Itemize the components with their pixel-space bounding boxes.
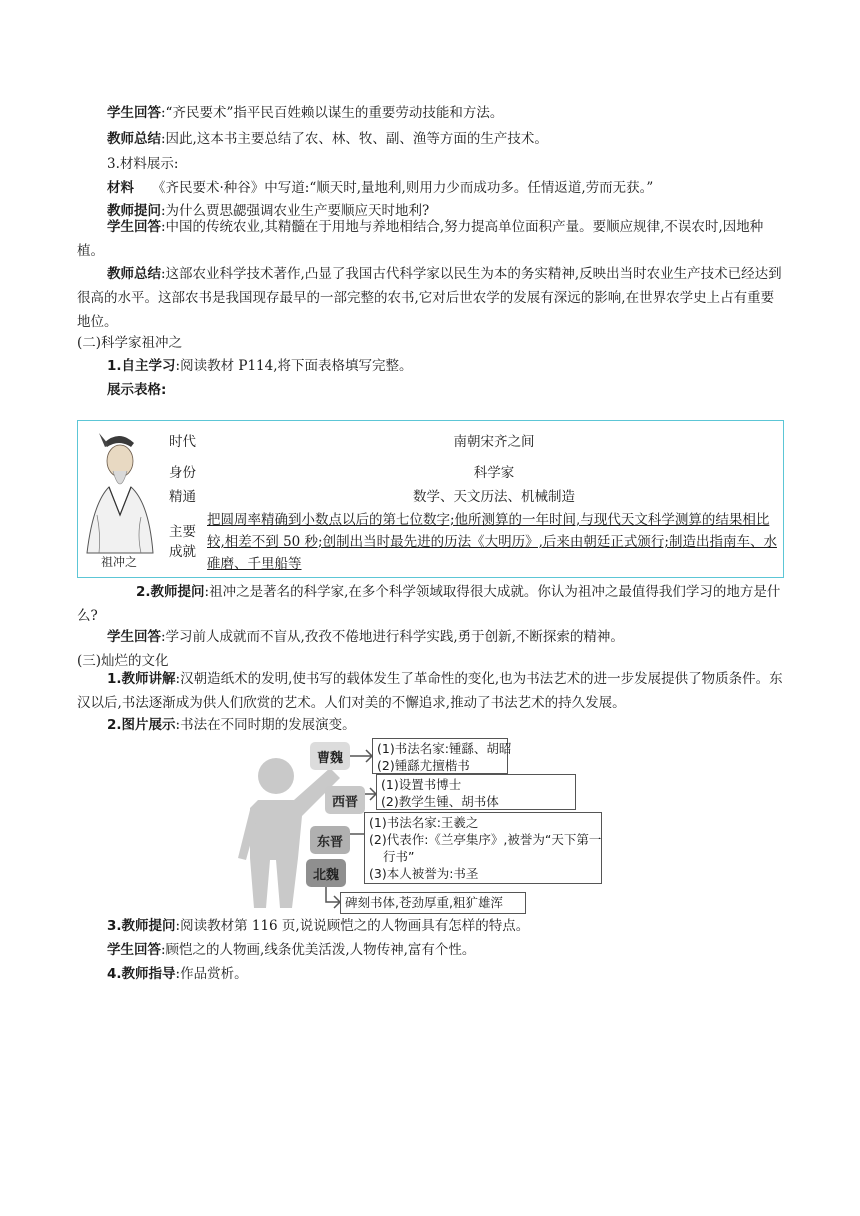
teacher-summary-2	[77, 262, 784, 334]
text: :中国的传统农业,其精髓在于用地与养地相结合,努力提高单位面积产量。要顺应规律,不误农时,因地种植。	[77, 219, 764, 259]
label: 学生回答	[107, 105, 161, 121]
text: :这部农业科学技术著作,凸显了我国古代科学家以民生为本的务实精神,反映出当时农业生产技术已经达到很高的水平。这部农书是我国现存最早的一部完整的农书,它对后世农学的发展有深远的影响,在世界农学史上占有重要地位。	[77, 266, 782, 330]
label: 教师总结	[107, 131, 161, 147]
header-identity: 身份	[169, 465, 196, 481]
student-answer-3	[107, 627, 624, 647]
label: 教师提问	[107, 203, 161, 219]
label: 学生回答	[107, 629, 161, 645]
era-xijin: 西晋	[325, 786, 365, 814]
student-answer-1	[107, 103, 503, 123]
label: 2.教师提问	[136, 584, 205, 600]
label: 学生回答	[107, 942, 161, 958]
note-dongjin	[364, 812, 602, 884]
teacher-guidance	[107, 964, 248, 984]
era-dongjin: 东晋	[310, 826, 350, 854]
label: 材料	[107, 180, 134, 196]
header-era: 时代	[169, 434, 196, 450]
note-caowei	[372, 738, 512, 774]
label: 学生回答	[107, 219, 161, 235]
note-line: (2)教学生锺、胡书体	[381, 794, 499, 809]
note-line: (1)书法名家:王羲之	[369, 815, 479, 830]
portrait-cell	[78, 421, 160, 577]
text: :因此,这本书主要总结了农、林、牧、副、渔等方面的生产技术。	[161, 131, 548, 147]
header-expertise: 精通	[169, 489, 196, 505]
text: :“齐民要术”指平民百姓赖以谋生的重要劳动技能和方法。	[161, 105, 504, 121]
teacher-summary-1	[107, 129, 548, 149]
teacher-question-2	[77, 580, 784, 628]
value-identity: 科学家	[473, 465, 515, 481]
label: 4.教师指导	[107, 966, 176, 982]
label: 3.教师提问	[107, 918, 176, 934]
text: :祖冲之是著名的科学家,在多个科学领域取得很大成就。你认为祖冲之最值得我们学习的地方是什么?	[77, 584, 781, 624]
value-era: 南朝宋齐之间	[453, 434, 535, 450]
note-xijin	[376, 774, 576, 810]
student-answer-4	[107, 940, 475, 960]
note-beiwei: 碑刻书体,苍劲厚重,粗犷雄浑	[340, 892, 526, 914]
note-line: (1)设置书博士	[381, 777, 462, 792]
show-table-label: 展示表格:	[107, 382, 167, 398]
text: :顾恺之的人物画,线条优美活泼,人物传神,富有个性。	[161, 942, 476, 958]
text: :阅读教材 P114,将下面表格填写完整。	[175, 358, 413, 374]
era-beiwei: 北魏	[306, 859, 346, 887]
teacher-explanation	[77, 667, 784, 715]
calligraphy-diagram	[180, 738, 630, 918]
picture-display	[107, 715, 356, 735]
header-achievements: 主要成就	[169, 524, 196, 560]
note-line: (2)锺繇尤擅楷书	[377, 758, 470, 773]
era-caowei: 曹魏	[310, 742, 350, 770]
text: :作品赏析。	[175, 966, 248, 982]
material-heading: 3.材料展示:	[107, 156, 179, 172]
label: 2.图片展示	[107, 717, 176, 733]
value-achievements: 把圆周率精确到小数点以后的第七位数字;他所测算的一年时间,与现代天文科学测算的结果相比较,相差不到 50 秒;创制出当时最先进的历法《大明历》,后来由朝廷正式颁行;制造出指南车、水碓磨、千里船等	[207, 512, 777, 572]
portrait-caption: 祖冲之	[100, 555, 137, 569]
section-heading-2: (二)科学家祖冲之	[77, 335, 183, 351]
zuchongzhi-portrait	[79, 425, 159, 555]
text: :书法在不同时期的发展演变。	[175, 717, 356, 733]
text: 《齐民要术·种谷》中写道:“顺天时,量地利,则用力少而成功多。任情返道,劳而无获。”	[152, 180, 654, 196]
label: 教师总结	[107, 266, 161, 282]
text: :为什么贾思勰强调农业生产要顺应天时地利?	[161, 203, 430, 219]
section-heading-3: (三)灿烂的文化	[77, 653, 169, 669]
self-study	[107, 356, 413, 376]
text: :汉朝造纸术的发明,使书写的载体发生了革命性的变化,也为书法艺术的进一步发展提供了物质条件。东汉以后,书法逐渐成为供人们欣赏的艺术。人们对美的不懈追求,推动了书法艺术的持久发展。	[77, 671, 783, 711]
student-answer-2	[77, 215, 784, 263]
note-line: (1)书法名家:锺繇、胡昭	[377, 741, 512, 756]
note-line: 行书”	[383, 849, 415, 864]
value-expertise: 数学、天文历法、机械制造	[413, 489, 575, 505]
note-line: (2)代表作:《兰亭集序》,被誉为“天下第一	[369, 832, 602, 847]
text: :阅读教材第 116 页,说说顾恺之的人物画具有怎样的特点。	[175, 918, 530, 934]
teacher-question-3	[107, 916, 529, 936]
label: 1.自主学习	[107, 358, 176, 374]
text: :学习前人成就而不盲从,孜孜不倦地进行科学实践,勇于创新,不断探索的精神。	[161, 629, 624, 645]
note-line: (3)本人被誉为:书圣	[369, 866, 479, 881]
material-quote	[107, 178, 653, 198]
zuchongzhi-table	[77, 420, 784, 578]
label: 1.教师讲解	[107, 671, 176, 687]
